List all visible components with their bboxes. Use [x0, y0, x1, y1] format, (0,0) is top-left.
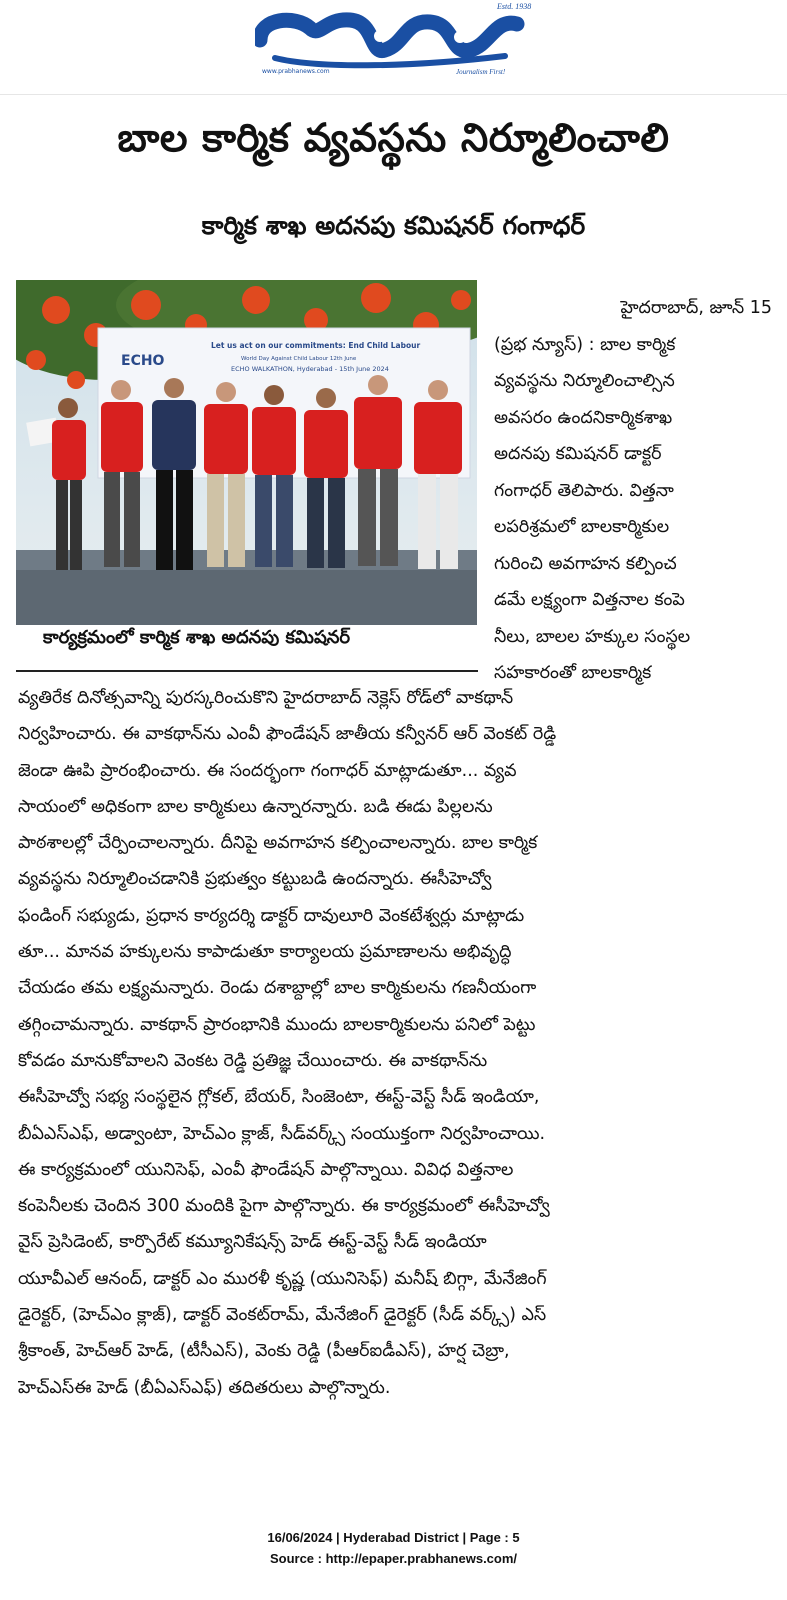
- article-line: హైదరాబాద్, జూన్ 15: [620, 298, 772, 318]
- article-line: హెచ్ఎస్ఈ హెడ్ (బీఏఎస్ఎఫ్) తదితరులు పాల్గొన్నారు.: [18, 1377, 391, 1398]
- caption-divider: [16, 670, 478, 672]
- tagline: Journalism First!: [456, 68, 506, 76]
- banner-line-2: World Day Against Child Labour 12th June: [241, 356, 357, 362]
- article-line: నిర్వహించారు. ఈ వాకథాన్‌ను ఎంవీ ఫౌండేషన్ జాతీయ కన్వీనర్ ఆర్ వెంకట్ రెడ్డి: [18, 724, 557, 745]
- article-line: సాయంలో అధికంగా బాల కార్మికులు ఉన్నారన్నారు. బడి ఈడు పిల్లలను: [18, 796, 493, 817]
- article-line: లపరిశ్రమలో బాలకార్మికుల: [494, 517, 670, 537]
- masthead-divider: [0, 94, 787, 95]
- article-line: గంగాధర్ తెలిపారు. విత్తనా: [494, 480, 674, 501]
- footer-source-line: Source : http://epaper.prabhanews.com/: [269, 1551, 518, 1566]
- article-line: యూవీఎల్ ఆనంద్, డాక్టర్ ఎం మురళీ కృష్ణ (యునిసెఫ్) మనీష్ బిగ్గా, మేనేజింగ్: [18, 1268, 547, 1289]
- article-line: తూ... మానవ హక్కులను కాపాడుతూ కార్యాలయ ప్రమాణాలను అభివృద్ధి: [18, 942, 512, 963]
- footer-date-line: 16/06/2024 | Hyderabad District | Page : 5: [267, 1530, 520, 1545]
- article-line: గురించి అవగాహన కల్పించ: [494, 553, 677, 574]
- article-line: డమే లక్ష్యంగా విత్తనాల కంపె: [494, 590, 685, 610]
- article-line: కోవడం మానుకోవాలని వెంకట రెడ్డి ప్రతిజ్ఞ చేయించారు. ఈ వాకథాన్‌ను: [18, 1050, 488, 1071]
- photo-caption: కార్యక్రమంలో కార్మిక శాఖ అదనపు కమిషనర్: [43, 627, 351, 648]
- article-body-text: [18, 680, 768, 1406]
- article-line: ఫండింగ్ సభ్యుడు, ప్రధాన కార్యదర్శి డాక్టర్ దావులూరి వెంకటేశ్వర్లు మాట్లాడు: [18, 905, 525, 926]
- banner-logo: ECHO: [121, 353, 165, 369]
- masthead: [0, 0, 787, 98]
- article-line: డైరెక్టర్, (హెచ్ఎం క్లాజ్), డాక్టర్ వెంకట్‌రామ్, మేనేజింగ్ డైరెక్టర్ (సీడ్ వర్క్స్) ఎస్: [18, 1305, 547, 1326]
- article-line: చేయడం తమ లక్ష్యమన్నారు. రెండు దశాబ్దాల్లో బాల కార్మికులను గణనీయంగా: [18, 978, 537, 999]
- article-line: అవసరం ఉందనికార్మికశాఖ: [494, 407, 673, 428]
- article-line: తగ్గించామన్నారు. వాకథాన్ ప్రారంభానికి ముందు బాలకార్మికులను పనిలో పెట్టు: [18, 1014, 536, 1035]
- article-line: వ్యవస్థను నిర్మూలించడానికి ప్రభుత్వం కట్టుబడి ఉందన్నారు. ఈసీహెచ్వో: [18, 869, 492, 890]
- banner-line-3: ECHO WALKATHON, Hyderabad - 15th June 2024: [231, 365, 389, 373]
- article-line: (ప్రభ న్యూస్) : బాల కార్మిక: [494, 334, 676, 355]
- article-line: కంపెనీలకు చెందిన 300 మందికి పైగా పాల్గొన్నారు. ఈ కార్యక్రమంలో ఈసీహెచ్వో: [18, 1196, 550, 1217]
- article-line: బీఏఎస్ఎఫ్, అడ్వాంటా, హెచ్ఎం క్లాజ్, సీడ్‌వర్క్స్ సంయుక్తంగా నిర్వహించాయి.: [18, 1123, 546, 1144]
- website-url: www.prabhanews.com: [262, 68, 330, 75]
- article-line: వ్యతిరేక దినోత్సవాన్ని పురస్కరించుకొని హైదరాబాద్ నెక్లెస్ రోడ్‌లో వాకథాన్: [18, 688, 514, 708]
- headline: బాల కార్మిక వ్యవస్థను నిర్మూలించాలి: [117, 116, 670, 161]
- newspaper-logo: [255, 10, 525, 70]
- article-line: ఈసీహెచ్వో సభ్య సంస్థలైన గ్లోకల్, బేయర్, సింజెంటా, ఈస్ట్-వెస్ట్ సీడ్ ఇండియా,: [18, 1087, 540, 1108]
- article-line: పాఠశాలల్లో చేర్పించాలన్నారు. దీనిపై అవగాహన కల్పించాలన్నారు. బాల కార్మిక: [18, 833, 538, 854]
- article-line: అదనపు కమిషనర్ డాక్టర్: [494, 444, 662, 464]
- banner-line-1: Let us act on our commitments: End Child Labour: [211, 341, 421, 350]
- article-line: సహకారంతో బాలకార్మిక: [494, 663, 652, 683]
- article-line: శ్రీకాంత్, హెచ్ఆర్ హెడ్, (టీసీఎస్), వెంకు రెడ్డి (పీఆర్ఐడీఎస్), హర్ష చెబ్రా,: [18, 1341, 510, 1362]
- article-line: నీలు, బాలల హక్కుల సంస్థల: [494, 626, 691, 647]
- article-line: జెండా ఊపి ప్రారంభించారు. ఈ సందర్భంగా గంగాధర్ మాట్లాడుతూ... వ్యవ: [18, 760, 517, 781]
- subheadline: కార్మిక శాఖ అదనపు కమిషనర్ గంగాధర్: [201, 211, 586, 240]
- article-line: వైస్ ప్రెసిడెంట్, కార్పొరేట్ కమ్యూనికేషన్స్ హెడ్ ఈస్ట్-వెస్ట్ సీడ్ ఇండియా: [18, 1232, 487, 1253]
- article-line: వ్యవస్థను నిర్మూలించాల్సిన: [494, 371, 675, 391]
- event-photo: [16, 280, 477, 625]
- page-footer: [0, 1527, 787, 1569]
- established-label: Estd. 1938: [497, 2, 532, 11]
- article-column-text: [494, 290, 772, 692]
- article-line: ఈ కార్యక్రమంలో యునిసెఫ్, ఎంవీ ఫౌండేషన్ పాల్గొన్నాయి. వివిధ విత్తనాల: [18, 1159, 514, 1180]
